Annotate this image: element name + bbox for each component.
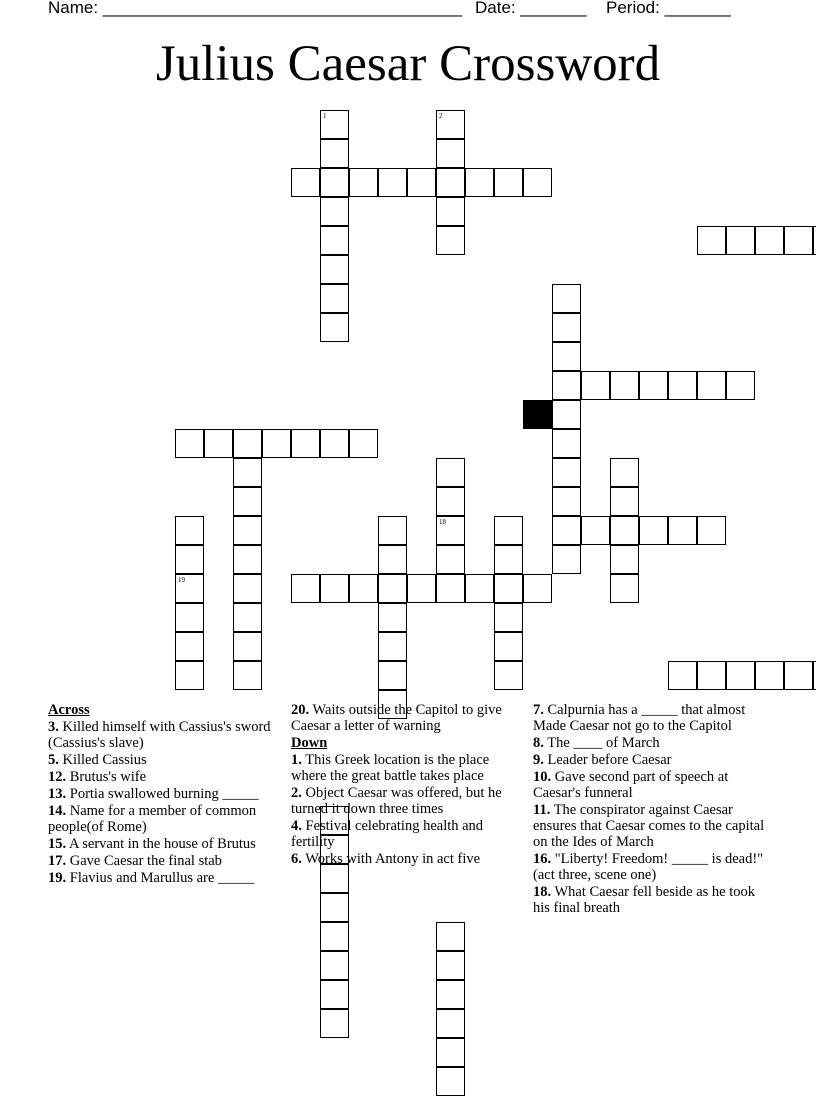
grid-cell[interactable]	[494, 603, 523, 632]
clue-item	[291, 752, 517, 784]
clue-item	[533, 735, 768, 751]
grid-cell[interactable]	[494, 632, 523, 661]
grid-cell[interactable]	[378, 661, 407, 690]
grid-cell[interactable]	[378, 603, 407, 632]
grid-cell[interactable]	[639, 516, 668, 545]
clue-text: Works with Antony in act five	[301, 851, 481, 867]
grid-cell[interactable]	[436, 574, 465, 603]
clue-number: 5.	[48, 752, 59, 768]
grid-cell[interactable]	[407, 168, 436, 197]
clue-item	[48, 752, 273, 768]
grid-cell[interactable]	[552, 458, 581, 487]
grid-cell[interactable]	[436, 545, 465, 574]
grid-cell[interactable]	[233, 487, 262, 516]
grid-cell[interactable]	[465, 168, 494, 197]
grid-cell[interactable]	[436, 1038, 465, 1067]
clue-text: A servant in the house of Brutus	[66, 836, 256, 852]
grid-cell[interactable]	[494, 545, 523, 574]
down-heading: Down	[291, 735, 328, 751]
grid-cell[interactable]	[175, 574, 204, 603]
grid-cell[interactable]	[320, 893, 349, 922]
clue-number: 3.	[48, 719, 59, 735]
clue-number: 19.	[48, 870, 67, 886]
clue-item	[291, 785, 517, 817]
grid-cell[interactable]	[465, 574, 494, 603]
name-field-label: Name: ______________________________________	[48, 0, 463, 17]
clue-text: Object Caesar was offered, but he turned it down three times	[291, 785, 502, 817]
clue-item	[48, 836, 273, 852]
grid-cell[interactable]	[436, 110, 465, 139]
grid-cell[interactable]	[436, 168, 465, 197]
clue-text: Gave Caesar the final stab	[66, 853, 222, 869]
grid-cell[interactable]	[320, 1009, 349, 1038]
clue-text: What Caesar fell beside as he took his final breath	[533, 884, 755, 916]
grid-cell[interactable]	[784, 226, 813, 255]
grid-cell[interactable]	[175, 632, 204, 661]
grid-cell[interactable]	[668, 516, 697, 545]
clue-number: 20.	[291, 702, 310, 718]
grid-cell[interactable]	[320, 139, 349, 168]
grid-cell[interactable]	[320, 313, 349, 342]
clue-number: 6.	[291, 851, 302, 867]
period-field-label: Period: _______	[606, 0, 731, 17]
grid-cell[interactable]	[436, 226, 465, 255]
grid-cell[interactable]	[233, 429, 262, 458]
grid-cell[interactable]	[697, 661, 726, 690]
clue-number: 2.	[291, 785, 302, 801]
grid-cell[interactable]	[610, 371, 639, 400]
clue-number: 17.	[48, 853, 67, 869]
grid-cell[interactable]	[175, 545, 204, 574]
cell-number: 2	[439, 112, 443, 120]
grid-cell[interactable]	[494, 168, 523, 197]
clue-item	[533, 851, 768, 883]
grid-cell[interactable]	[610, 545, 639, 574]
grid-cell[interactable]	[233, 516, 262, 545]
grid-cell[interactable]	[320, 951, 349, 980]
grid-cell[interactable]	[552, 284, 581, 313]
grid-cell[interactable]	[552, 545, 581, 574]
cell-number: 19	[178, 576, 185, 584]
grid-cell[interactable]	[233, 661, 262, 690]
clue-text: Killed himself with Cassius's sword (Cassius's slave)	[48, 719, 271, 751]
grid-cell[interactable]	[436, 1009, 465, 1038]
clue-item	[291, 702, 517, 734]
clue-item	[48, 853, 273, 869]
clue-number: 1.	[291, 752, 302, 768]
grid-cell[interactable]	[407, 574, 436, 603]
grid-cell[interactable]	[436, 487, 465, 516]
grid-cell[interactable]	[755, 661, 784, 690]
grid-cell[interactable]	[436, 1067, 465, 1096]
grid-cell[interactable]	[581, 516, 610, 545]
grid-cell[interactable]	[610, 516, 639, 545]
grid-cell[interactable]	[494, 516, 523, 545]
grid-cell[interactable]	[784, 661, 813, 690]
grid-cell[interactable]	[349, 168, 378, 197]
clue-number: 8.	[533, 735, 544, 751]
grid-cell[interactable]	[755, 226, 784, 255]
black-cell	[523, 400, 552, 429]
grid-cell[interactable]	[494, 661, 523, 690]
grid-cell[interactable]	[175, 516, 204, 545]
clue-item	[533, 702, 768, 734]
grid-cell[interactable]	[378, 516, 407, 545]
grid-cell[interactable]	[436, 951, 465, 980]
grid-cell[interactable]	[436, 980, 465, 1009]
clue-number: 16.	[533, 851, 552, 867]
grid-cell[interactable]	[436, 458, 465, 487]
clue-item	[48, 786, 273, 802]
clue-text: Festival celebrating health and fertility	[291, 818, 484, 850]
grid-cell[interactable]	[320, 922, 349, 951]
clue-text: Leader before Caesar	[543, 752, 672, 768]
clue-text: Killed Cassius	[58, 752, 147, 768]
clue-text: This Greek location is the place where the great battle takes place	[291, 752, 490, 784]
grid-cell[interactable]	[552, 516, 581, 545]
grid-cell[interactable]	[726, 371, 755, 400]
grid-cell[interactable]	[320, 197, 349, 226]
clue-item	[48, 769, 273, 785]
grid-cell[interactable]	[668, 661, 697, 690]
clue-text: Calpurnia has a _____ that almost Made Caesar not go to the Capitol	[533, 702, 746, 734]
grid-cell[interactable]	[262, 429, 291, 458]
grid-cell[interactable]	[523, 168, 552, 197]
clue-number: 18.	[533, 884, 552, 900]
grid-cell[interactable]	[320, 284, 349, 313]
grid-cell[interactable]	[552, 487, 581, 516]
grid-cell[interactable]	[697, 516, 726, 545]
clue-item	[291, 851, 517, 867]
page-title: Julius Caesar Crossword	[155, 36, 661, 92]
clue-item	[48, 719, 273, 751]
grid-cell[interactable]	[233, 603, 262, 632]
grid-cell[interactable]	[320, 980, 349, 1009]
clue-number: 9.	[533, 752, 544, 768]
clue-number: 15.	[48, 836, 67, 852]
clue-number: 10.	[533, 769, 552, 785]
grid-cell[interactable]	[320, 429, 349, 458]
grid-cell[interactable]	[552, 400, 581, 429]
grid-cell[interactable]	[552, 313, 581, 342]
grid-cell[interactable]	[175, 429, 204, 458]
clue-number: 7.	[533, 702, 544, 718]
grid-cell[interactable]	[581, 371, 610, 400]
clue-text: Flavius and Marullus are _____	[66, 870, 255, 886]
date-field-label: Date: _______	[475, 0, 587, 17]
clue-item	[533, 769, 768, 801]
clues-column-3	[533, 702, 768, 917]
clue-number: 14.	[48, 803, 67, 819]
grid-cell[interactable]	[726, 661, 755, 690]
clue-item	[533, 802, 768, 850]
clue-item	[48, 870, 273, 886]
grid-cell[interactable]	[494, 574, 523, 603]
clue-number: 12.	[48, 769, 67, 785]
clue-text: The ____ of March	[543, 735, 660, 751]
grid-cell[interactable]	[233, 574, 262, 603]
grid-cell[interactable]	[291, 429, 320, 458]
grid-cell[interactable]	[378, 632, 407, 661]
grid-cell[interactable]	[378, 545, 407, 574]
grid-cell[interactable]	[320, 255, 349, 284]
grid-cell[interactable]	[378, 168, 407, 197]
grid-cell[interactable]	[320, 864, 349, 893]
grid-cell[interactable]	[552, 342, 581, 371]
clue-item	[533, 884, 768, 916]
grid-cell[interactable]	[233, 458, 262, 487]
grid-cell[interactable]	[175, 661, 204, 690]
clue-text: "Liberty! Freedom! _____ is dead!"(act three, scene one)	[533, 851, 764, 883]
grid-cell[interactable]	[175, 603, 204, 632]
cell-number: 18	[439, 518, 446, 526]
grid-cell[interactable]	[552, 371, 581, 400]
grid-cell[interactable]	[233, 632, 262, 661]
grid-cell[interactable]	[233, 545, 262, 574]
grid-cell[interactable]	[291, 168, 320, 197]
grid-cell[interactable]	[320, 226, 349, 255]
clue-text: Waits outside the Capitol to give Caesar a letter of warning	[291, 702, 502, 734]
grid-cell[interactable]	[349, 429, 378, 458]
grid-cell[interactable]	[436, 197, 465, 226]
grid-cell[interactable]	[349, 574, 378, 603]
grid-cell[interactable]	[291, 574, 320, 603]
clue-text: Portia swallowed burning _____	[66, 786, 259, 802]
clue-text: Name for a member of common people(of Rome)	[48, 803, 257, 835]
grid-cell[interactable]	[639, 371, 668, 400]
clue-text: The conspirator against Caesar ensures that Caesar comes to the capital on the Ides of March	[533, 802, 765, 850]
clue-text: Brutus's wife	[66, 769, 147, 785]
grid-cell[interactable]	[436, 922, 465, 951]
clues-column-1	[48, 702, 273, 887]
clue-number: 4.	[291, 818, 302, 834]
across-heading: Across	[48, 702, 90, 718]
grid-cell[interactable]	[697, 371, 726, 400]
grid-cell[interactable]	[378, 574, 407, 603]
clue-number: 13.	[48, 786, 67, 802]
clue-item	[48, 803, 273, 835]
grid-cell[interactable]	[204, 429, 233, 458]
grid-cell[interactable]	[610, 574, 639, 603]
clue-item	[291, 818, 517, 850]
grid-cell[interactable]	[610, 487, 639, 516]
cell-number: 1	[323, 112, 327, 120]
grid-cell[interactable]	[320, 574, 349, 603]
grid-cell[interactable]	[668, 371, 697, 400]
grid-cell[interactable]	[552, 429, 581, 458]
grid-cell[interactable]	[436, 516, 465, 545]
grid-cell[interactable]	[523, 574, 552, 603]
grid-cell[interactable]	[610, 458, 639, 487]
clue-text: Gave second part of speech at Caesar's funneral	[533, 769, 729, 801]
grid-cell[interactable]	[726, 226, 755, 255]
clue-number: 11.	[533, 802, 551, 818]
grid-cell[interactable]	[697, 226, 726, 255]
grid-cell[interactable]	[436, 139, 465, 168]
grid-cell[interactable]	[320, 110, 349, 139]
grid-cell[interactable]	[320, 168, 349, 197]
clue-item	[533, 752, 768, 768]
clues-column-2	[291, 702, 517, 868]
